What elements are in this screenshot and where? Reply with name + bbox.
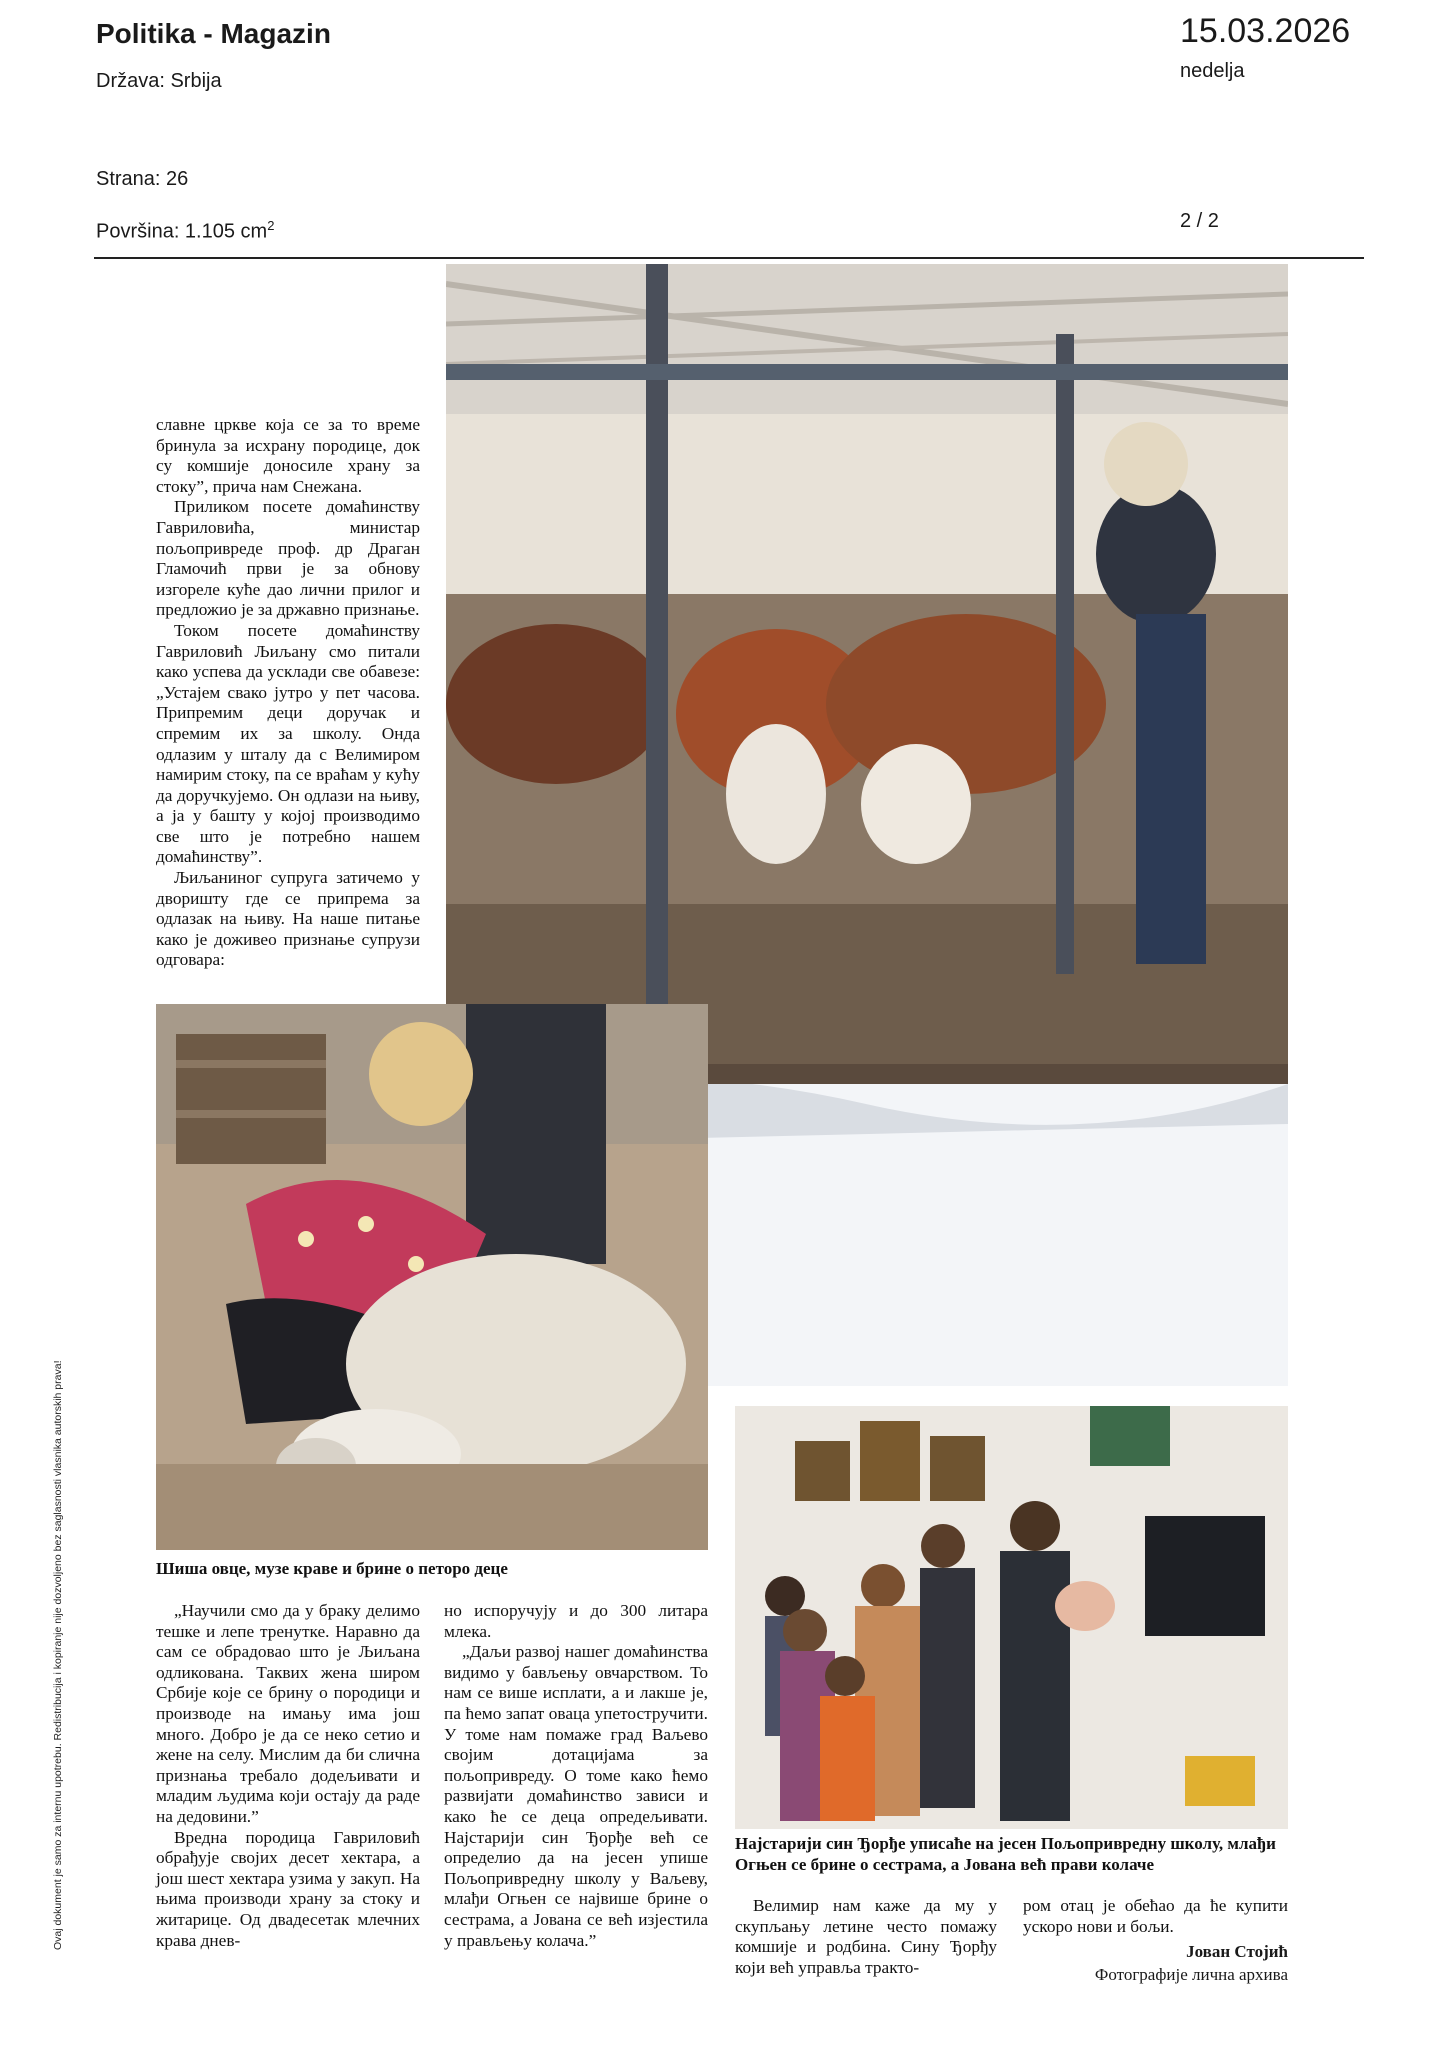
header-divider: [94, 257, 1364, 259]
photo-credit: Фотографије лична архива: [1094, 1965, 1288, 1984]
paragraph: но испоручују и до 300 литара млека.: [444, 1601, 708, 1641]
issue-weekday: nedelja: [1180, 60, 1245, 82]
article-col1-bottom: [156, 1601, 420, 1951]
area-label: [96, 218, 274, 244]
page-number: Strana: 26: [96, 168, 189, 190]
paragraph: ром отац је обећао да ће купити ускоро нови и бољи.: [1023, 1896, 1288, 1936]
paragraph: Велимир нам каже да му у скупљању летине често помажу комшије и родбина. Сину Ђорђу који већ управља тракто-: [735, 1896, 997, 1977]
caption-family-photo: Најстарији син Ђорђе уписаће на јесен Пољопривредну школу, млађи Огњен се брине о сестрама, а Јована већ прави колаче: [735, 1834, 1276, 1874]
area-value: Površina: 1.105 cm: [96, 220, 268, 243]
paragraph: Вредна породица Гавриловић обрађује својих десет хектара, а још шест хектара узима у закуп. На њима производи храну за стоку и житарице. Од двадесетак млечних крава днев-: [156, 1827, 420, 1950]
article-author: Јован Стојић: [1186, 1942, 1288, 1961]
caption-sheep-photo: Шиша овце, музе краве и брине о петоро деце: [156, 1559, 508, 1578]
issue-date: 15.03.2026: [1180, 12, 1351, 50]
paragraph: „Даљи развој нашег домаћинства видимо у бављењу овчарством. То нам се више исплати, а и лакше је, па ћемо запат оваца упетостручити. У томе нам помаже град Ваљево својим дотацијама за пољопривреду. О томе како ћемо развијати домаћинство зависи и како ће се деца опредељивати. Најстарији син Ђорђе већ се определио да на јесен упише Пољопривредну школу у Ваљеву, млађи Огњен се највише брине о сестрама, а Јована се већ изјестила у прављењу колача.”: [444, 1642, 708, 1950]
family-illustration: [735, 1406, 1288, 1829]
copyright-side-note: Ovaj dokument je samo za internu upotrebu. Redistribucija i kopiranje nije dozvoljeno bez saglasnosti vlasnika autorskih prava!: [52, 1360, 64, 1950]
paragraph: „Научили смо да у браку делимо тешке и лепе тренутке. Наравно да сам се обрадовао што је Љиљана одликована. Таквих жена широм Србије које се брину о породици и производе на имању има још много. Добро је да се неко сетио и жене на селу. Мислим да би слична признања требало додељивати и младим људима који остају да раде на дедовини.”: [156, 1601, 420, 1826]
paragraph: Током посете домаћинству Гавриловић Љиљану смо питали како успева да усклади све обавезе: „Устајем свако јутро у пет часова. Припремим деци доручак и спремим их за школу. Онда одлазим у шталу да с Велимиром намирим стоку, па се враћам у кућу да доручкујемо. Он одлази на њиву, а ја у башту у којој производимо све што је потребно нашем домаћинству”.: [156, 620, 420, 867]
country-label: Država: Srbija: [96, 70, 222, 92]
paragraph: Љиљаниног супруга затичемо у дворишту где се припрема за одлазак на њиву. На наше питање како је доживео признање супрузи одговара:: [156, 868, 420, 970]
photo-sheep-shearing: [156, 1004, 708, 1550]
article-col4-bottom: [1023, 1896, 1288, 1937]
paragraph: славне цркве која се за то време бринула за исхрану породице, док су комшије доносиле храну за стоку”, прича нам Снежана.: [156, 415, 420, 496]
sheep-shearing-illustration: [156, 1004, 708, 1550]
paragraph: Приликом посете домаћинству Гавриловића, министар пољопривреде проф. др Драган Гламочић први је за обнову изгореле куће дао лични прилог и предложио је за државно признање.: [156, 497, 420, 620]
article-col2-bottom: [444, 1601, 708, 1951]
article-col3-bottom: [735, 1896, 997, 1978]
article-col1-top: [156, 415, 420, 971]
photo-family: [735, 1406, 1288, 1829]
area-superscript: 2: [267, 218, 275, 233]
publication-title: Politika - Magazin: [96, 18, 331, 49]
page-of-indicator: 2 / 2: [1180, 210, 1219, 232]
